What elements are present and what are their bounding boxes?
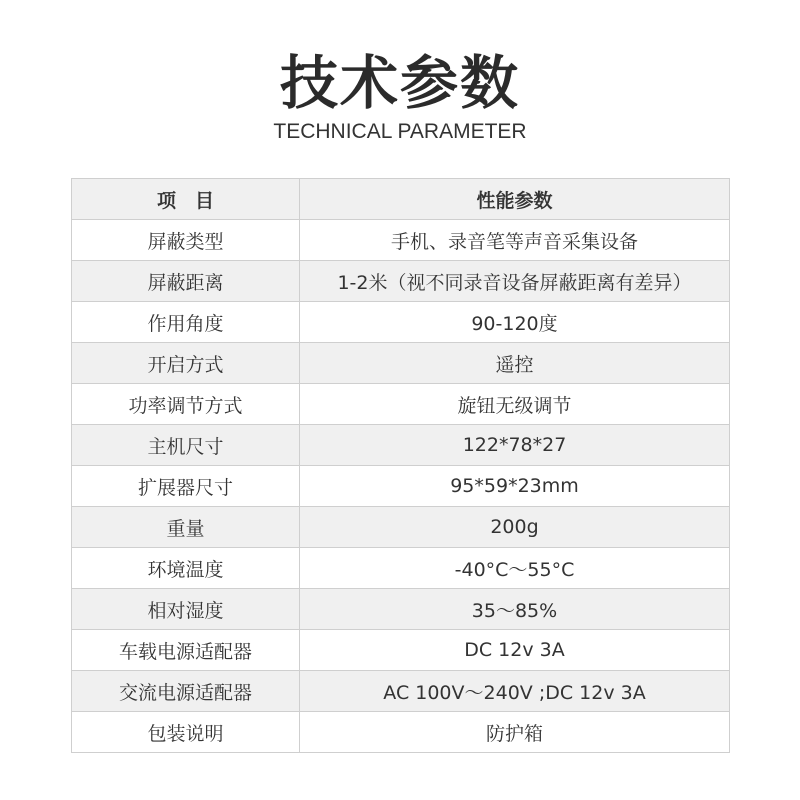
row-item: 功率调节方式 (72, 384, 300, 425)
page-title: 技术参数 (279, 49, 520, 117)
page-subtitle: TECHNICAL PARAMETER (273, 120, 527, 143)
row-item: 相对湿度 (72, 589, 300, 630)
row-value: -40°C～55°C (300, 548, 730, 589)
row-item: 交流电源适配器 (72, 671, 300, 712)
header-value: 性能参数 (300, 179, 730, 220)
row-value: DC 12v 3A (300, 630, 730, 671)
table-row (72, 630, 730, 671)
row-value: AC 100V～240V ;DC 12v 3A (300, 671, 730, 712)
row-value: 遥控 (300, 343, 730, 384)
row-value: 95*59*23mm (300, 466, 730, 507)
row-value: 90-120度 (300, 302, 730, 343)
table-row (72, 384, 730, 425)
row-item: 开启方式 (72, 343, 300, 384)
row-item: 作用角度 (72, 302, 300, 343)
table-row (72, 712, 730, 753)
row-item: 包装说明 (72, 712, 300, 753)
table-row (72, 671, 730, 712)
row-value: 1-2米（视不同录音设备屏蔽距离有差异） (300, 261, 730, 302)
table-row (72, 220, 730, 261)
table-row (72, 507, 730, 548)
row-value: 200g (300, 507, 730, 548)
row-item: 重量 (72, 507, 300, 548)
row-item: 车载电源适配器 (72, 630, 300, 671)
table-row (72, 425, 730, 466)
spec-table (71, 178, 730, 753)
table-row (72, 343, 730, 384)
table-row (72, 589, 730, 630)
header-item: 项 目 (72, 179, 300, 220)
row-value: 35～85% (300, 589, 730, 630)
table-row (72, 548, 730, 589)
row-item: 屏蔽距离 (72, 261, 300, 302)
row-value: 122*78*27 (300, 425, 730, 466)
row-value: 防护箱 (300, 712, 730, 753)
table-row (72, 261, 730, 302)
row-item: 扩展器尺寸 (72, 466, 300, 507)
row-item: 屏蔽类型 (72, 220, 300, 261)
row-item: 环境温度 (72, 548, 300, 589)
table-header-row (72, 179, 730, 220)
row-value: 旋钮无级调节 (300, 384, 730, 425)
row-item: 主机尺寸 (72, 425, 300, 466)
table-row (72, 302, 730, 343)
row-value: 手机、录音笔等声音采集设备 (300, 220, 730, 261)
table-row (72, 466, 730, 507)
